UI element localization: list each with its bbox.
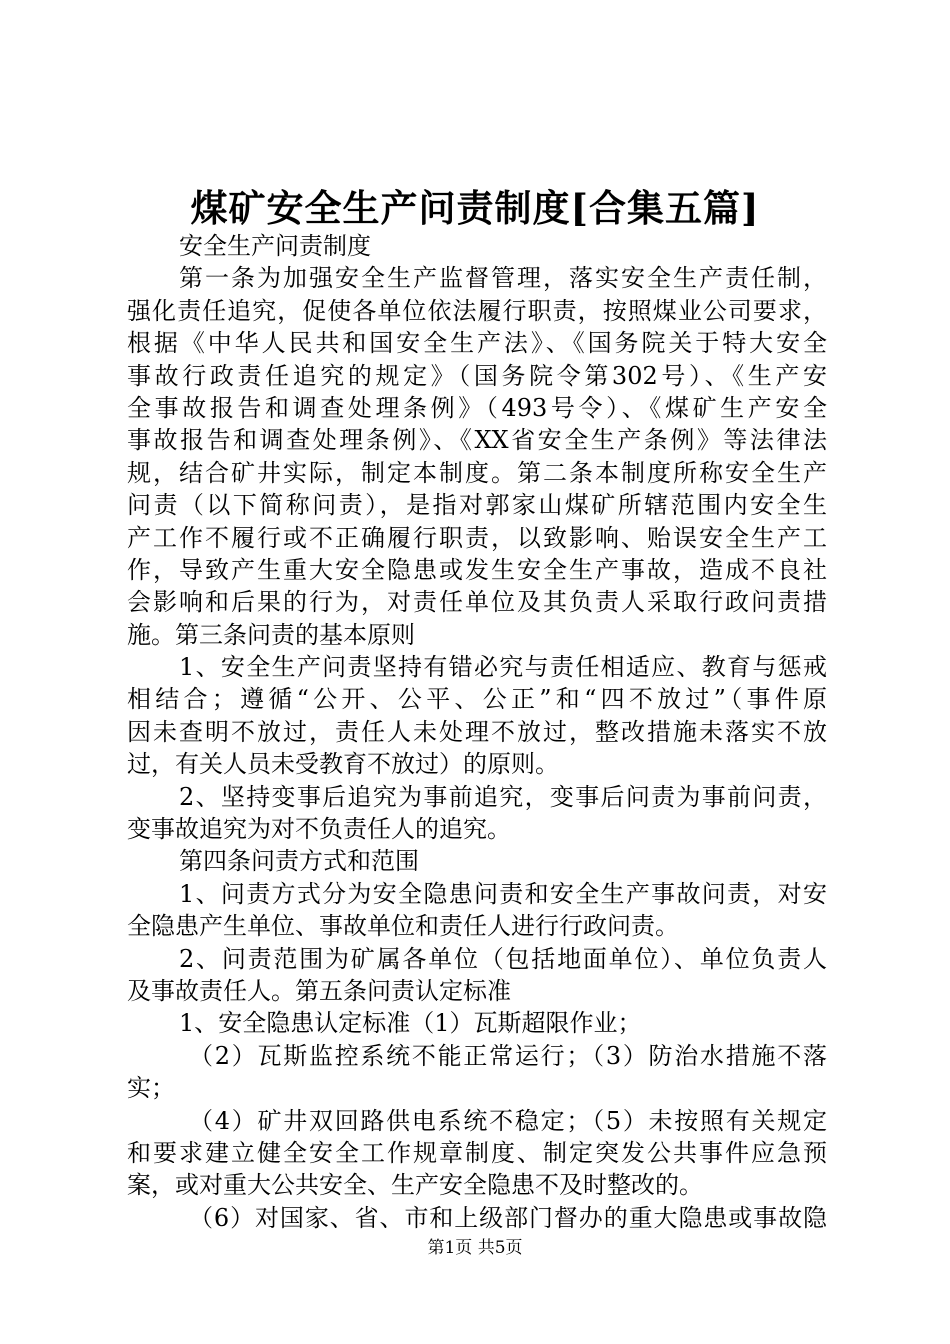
section-heading: 安全生产问责制度: [179, 232, 371, 260]
paragraph-line: 因未查明不放过，责任人未处理不放过，整改措施未落实不放: [127, 717, 827, 746]
paragraph-line: 规，结合矿井实际，制定本制度。第二条本制度所称安全生产: [127, 458, 827, 487]
paragraph-line: （2）瓦斯监控系统不能正常运行；（3）防治水措施不落: [189, 1041, 827, 1070]
page-number-footer: 第1页 共5页: [427, 1238, 523, 1258]
paragraph-line: （4）矿井双回路供电系统不稳定；（5）未按照有关规定: [189, 1106, 827, 1135]
paragraph-line: 事故行政责任追究的规定》（国务院令第302号）、《生产安: [127, 361, 827, 390]
paragraph-line: 强化责任追究，促使各单位依法履行职责，按照煤业公司要求，: [127, 296, 827, 325]
paragraph-line: 根据《中华人民共和国安全生产法》、《国务院关于特大安全: [127, 329, 827, 358]
paragraph-line: 产工作不履行或不正确履行职责，以致影响、贻误安全生产工: [127, 523, 827, 552]
paragraph-line: 会影响和后果的行为，对责任单位及其负责人采取行政问责措: [127, 588, 827, 617]
paragraph-line: 1、安全隐患认定标准（1）瓦斯超限作业；: [179, 1009, 642, 1038]
paragraph-line: 全事故报告和调查处理条例》（493号令）、《煤矿生产安全: [127, 393, 827, 422]
paragraph-line: 问责（以下简称问责），是指对郭家山煤矿所辖范围内安全生: [127, 491, 827, 520]
paragraph-line: （6）对国家、省、市和上级部门督办的重大隐患或事故隐: [189, 1203, 827, 1232]
paragraph-line: 变事故追究为对不负责任人的追究。: [127, 815, 511, 844]
document-title: 煤矿安全生产问责制度[合集五篇]: [190, 186, 760, 230]
paragraph-line: 1、安全生产问责坚持有错必究与责任相适应、教育与惩戒: [179, 653, 827, 682]
paragraph-line: 1、问责方式分为安全隐患问责和安全生产事故问责，对安: [179, 879, 827, 908]
paragraph-line: 过，有关人员未受教育不放过）的原则。: [127, 750, 559, 779]
paragraph-line: 全隐患产生单位、事故单位和责任人进行行政问责。: [127, 912, 679, 941]
paragraph-line: 作，导致产生重大安全隐患或发生安全生产事故，造成不良社: [127, 555, 827, 584]
paragraph-line: 实；: [127, 1074, 175, 1103]
paragraph-line: 事故报告和调查处理条例》、《XX省安全生产条例》等法律法: [127, 426, 827, 455]
paragraph-line: 第一条为加强安全生产监督管理，落实安全生产责任制，: [179, 264, 827, 293]
document-body: [127, 230, 827, 1234]
paragraph-line: 及事故责任人。第五条问责认定标准: [127, 976, 511, 1005]
paragraph-line: 案，或对重大公共安全、生产安全隐患不及时整改的。: [127, 1171, 703, 1200]
paragraph-line: 相结合；遵循“公开、公平、公正”和“四不放过”（事件原: [127, 685, 827, 714]
paragraph-line: 2、问责范围为矿属各单位（包括地面单位）、单位负责人: [179, 944, 827, 973]
paragraph-line: 和要求建立健全安全工作规章制度、制定突发公共事件应急预: [127, 1138, 827, 1167]
paragraph-line: 2、坚持变事后追究为事前追究，变事后问责为事前问责，: [179, 782, 827, 811]
paragraph-line: 施。第三条问责的基本原则: [127, 620, 415, 649]
section-heading: 第四条问责方式和范围: [179, 847, 419, 876]
